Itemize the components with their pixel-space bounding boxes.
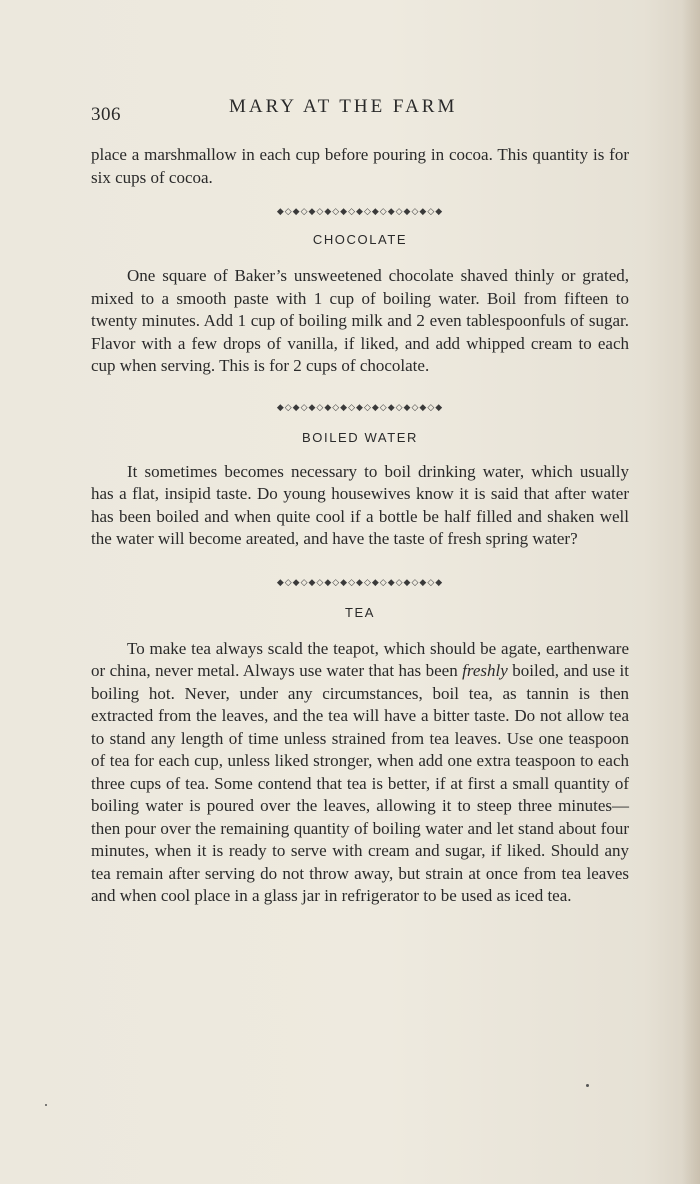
- section-ornament: ◆◇◆◇◆◇◆◇◆◇◆◇◆◇◆◇◆◇◆◇◆: [276, 402, 444, 413]
- heading-boiled-water: BOILED WATER: [302, 429, 418, 445]
- chocolate-paragraph: One square of Baker’s unsweetened chocolate shaved thinly or grated, mixed to a smooth paste with 1 cup of boiling water. Boil from fifteen to twenty minutes. Add 1 cup of boiling milk and 2 even tablespoonfuls of sugar. Flavor with a few drops of vanilla, if liked, and add whipped cream to each cup when serving. This is for 2 cups of chocolate.: [91, 266, 629, 375]
- heading-chocolate: CHOCOLATE: [312, 232, 408, 247]
- section-ornament: ◆◇◆◇◆◇◆◇◆◇◆◇◆◇◆◇◆◇◆◇◆: [276, 207, 444, 217]
- section-ornament: ◆◇◆◇◆◇◆◇◆◇◆◇◆◇◆◇◆◇◆◇◆: [276, 577, 444, 588]
- page-content: [91, 94, 629, 908]
- page-number: 306: [91, 104, 121, 125]
- running-title: MARY AT THE FARM: [229, 96, 458, 117]
- intro-paragraph: place a marshmallow in each cup before pouring in cocoa. This quantity is for six cups of cocoa.: [91, 145, 629, 187]
- running-header: [91, 94, 629, 130]
- page-edge-shadow: [682, 0, 700, 1184]
- ink-speck: [586, 1084, 589, 1087]
- tea-emphasis: freshly: [462, 661, 508, 680]
- boiled-water-paragraph: It sometimes becomes necessary to boil drinking water, which usually has a flat, insipid taste. Do young housewives know it is said that after water has been boiled and when quite cool if a bottle be half filled and shaken well the water will become areated, and have the taste of fresh spring water?: [91, 461, 629, 548]
- tea-text-start: To make tea always scald the teapot, which should be agate, earthenware or china, never metal. Always use water that has been: [91, 638, 629, 680]
- tea-text-end: boiled, and use it boiling hot. Never, under any circumstances, boil tea, as tannin is then extracted from the leaves, and the tea will have a bitter taste. Do not allow tea to stand any length of time unless strained from tea leaves. Use one teaspoon of tea for each cup, unless liked stronger, when add one extra teaspoon to each three cups of tea. Some contend that tea is better, if at first a small quantity of boiling water is poured over the leaves, allowing it to steep three minutes—then pour over the remaining quantity of boiling water and let stand about four minutes, when it is ready to serve with cream and sugar, if liked. Should any tea remain after serving do not throw away, but strain at once from tea leaves and when cool place in a glass jar in refrigerator to be used as iced tea.: [91, 661, 629, 905]
- ink-speck: [45, 1104, 47, 1106]
- tea-paragraph: [91, 638, 629, 908]
- heading-tea: TEA: [344, 604, 376, 620]
